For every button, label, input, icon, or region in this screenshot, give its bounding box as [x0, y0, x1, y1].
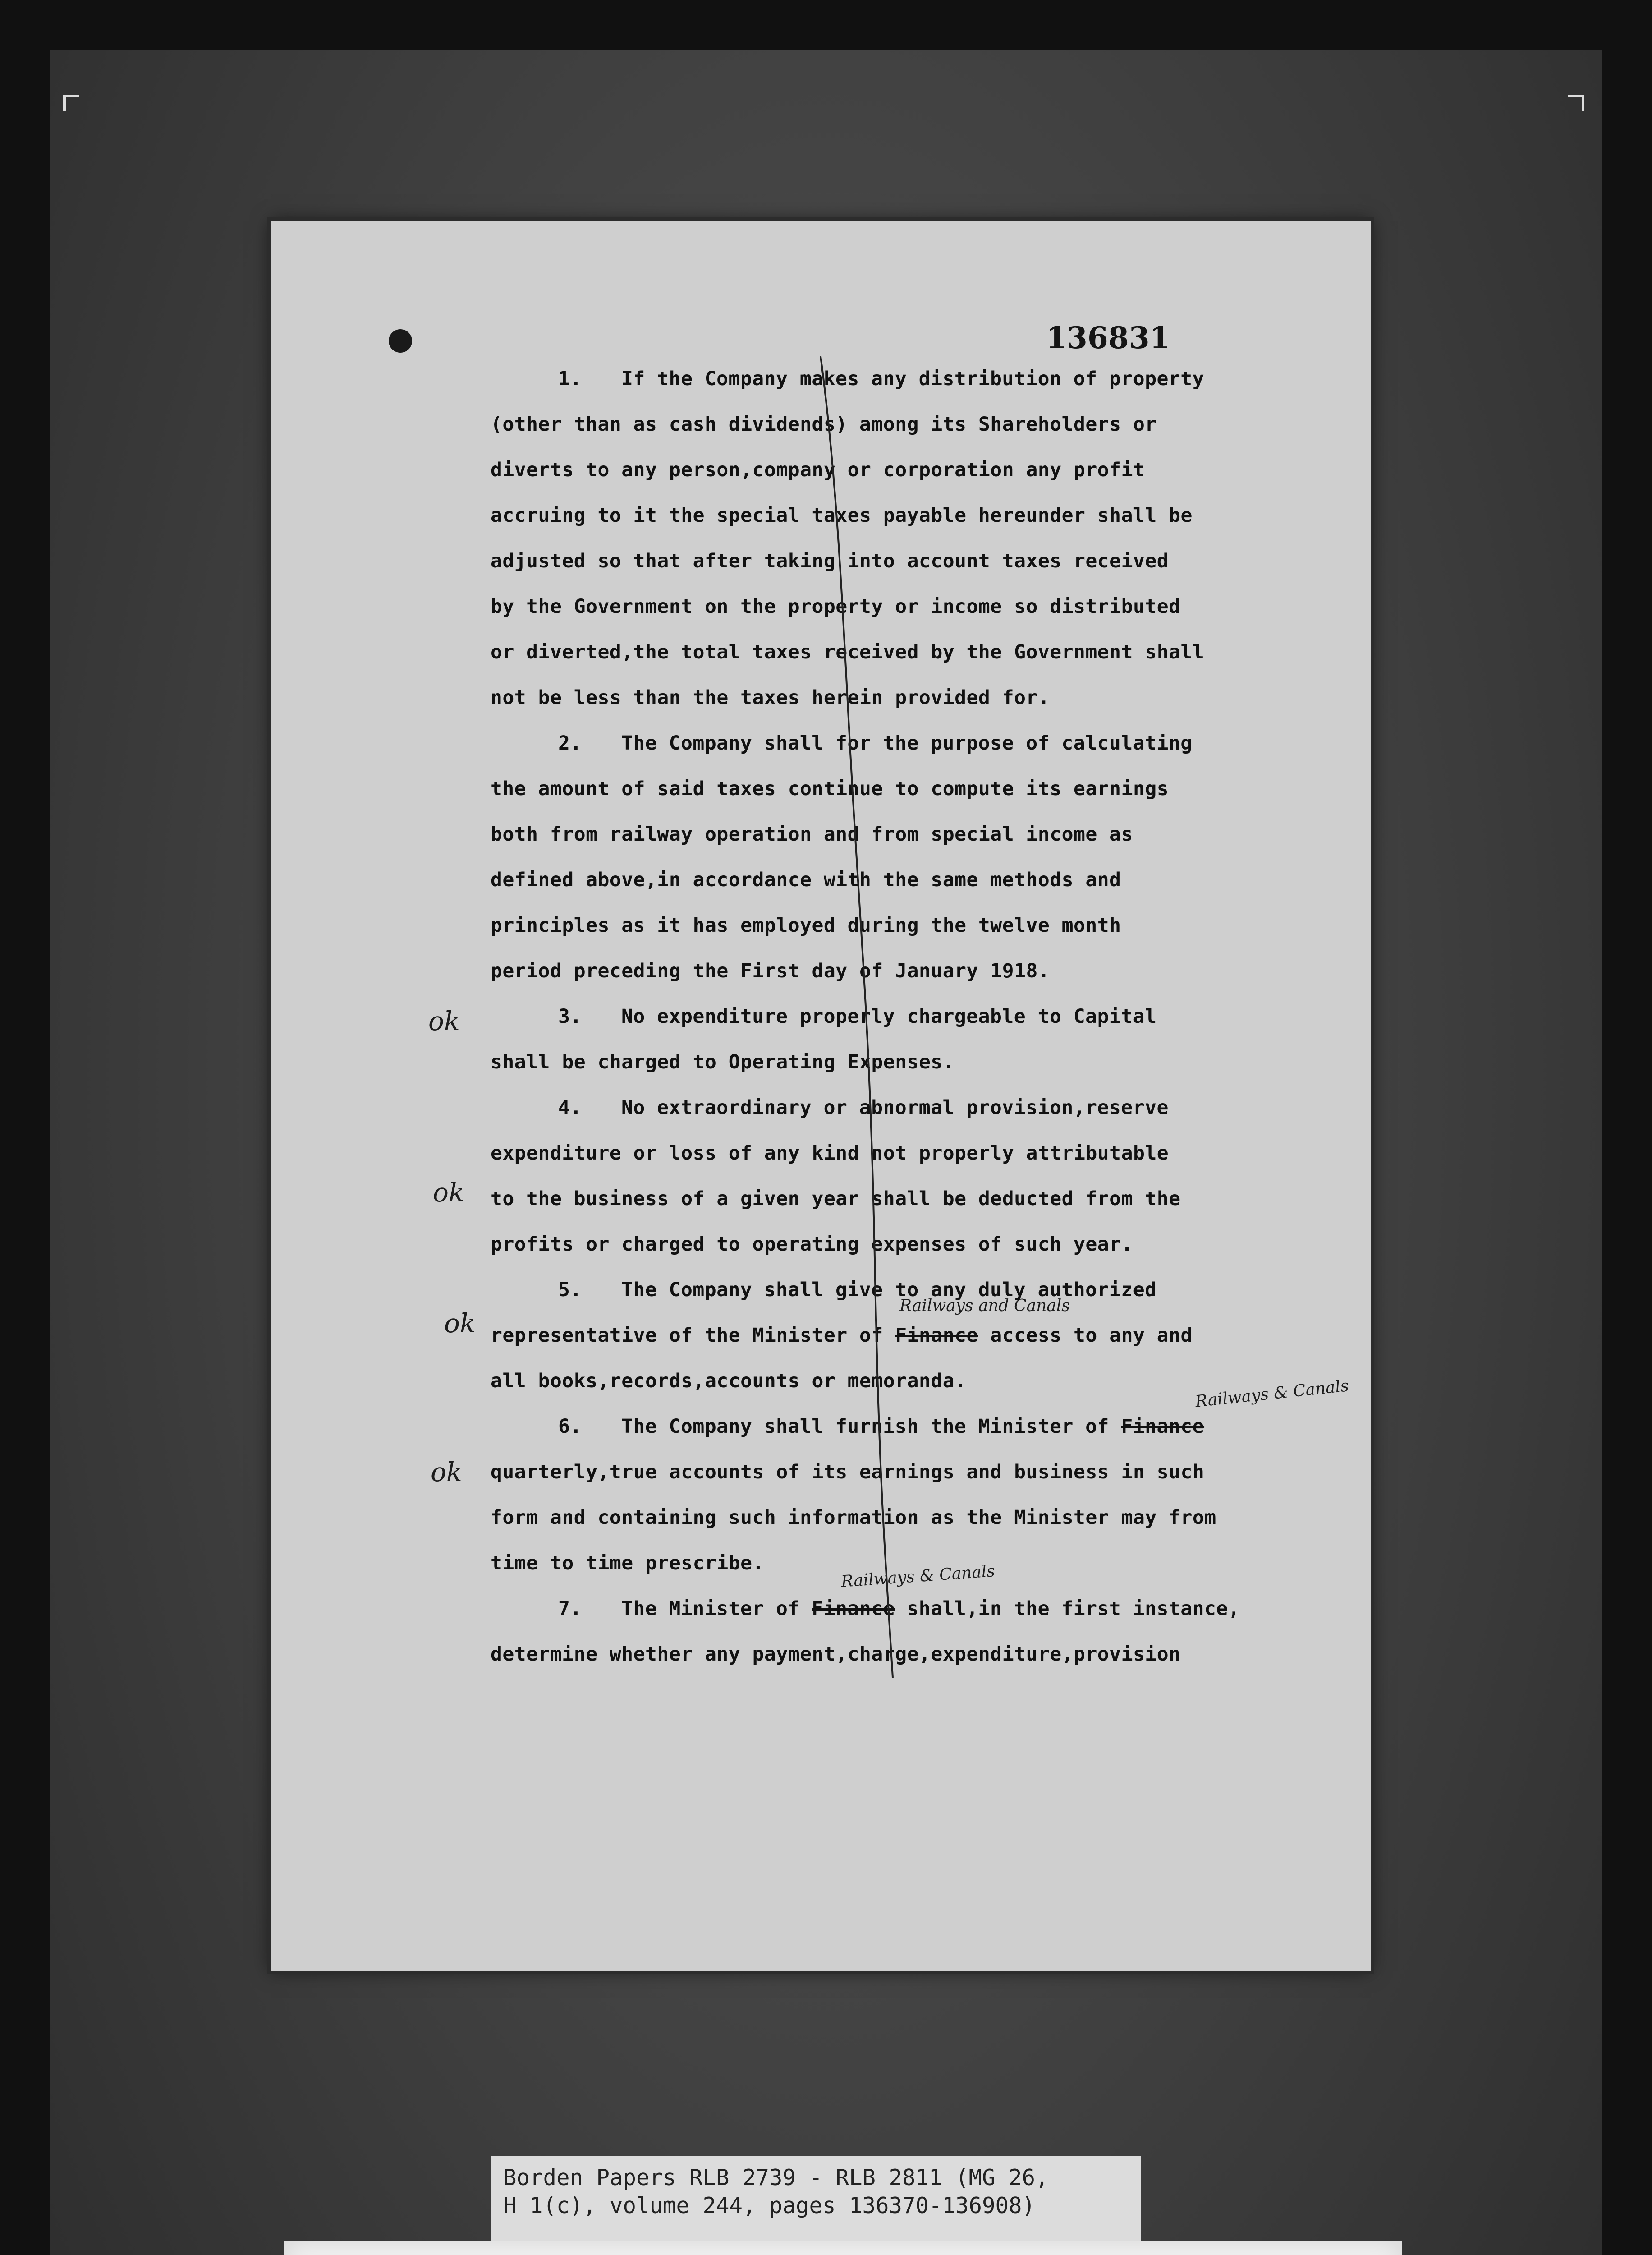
frame-corner-mark	[1568, 95, 1584, 111]
text-line: not be less than the taxes herein provided for.	[491, 686, 1050, 709]
text-line: period preceding the First day of January 1918.	[491, 960, 1050, 982]
handwritten-ok: ok	[431, 1457, 463, 1487]
text-line: determine whether any payment,charge,expenditure,provision	[491, 1643, 1181, 1666]
text-line: profits or charged to operating expenses of such year.	[491, 1233, 1133, 1256]
struck-word: Finance	[812, 1597, 895, 1620]
text-line: diverts to any person,company or corporation any profit	[491, 459, 1145, 481]
handwritten-insertion: Railways & Canals	[840, 1562, 996, 1591]
document-page	[271, 221, 1371, 1971]
text-line: both from railway operation and from special income as	[491, 823, 1133, 846]
text-line: defined above,in accordance with the same methods and	[491, 869, 1121, 891]
text-line: all books,records,accounts or memoranda.	[491, 1370, 967, 1392]
catalog-label-line: Borden Papers RLB 2739 - RLB 2811 (MG 26,	[503, 2165, 1049, 2191]
text-line: or diverted,the total taxes received by the Government shall	[491, 641, 1205, 663]
handwritten-ok: ok	[444, 1308, 476, 1339]
text-line: representative of the Minister of Finance access to any and	[491, 1324, 1193, 1347]
handwritten-insertion: Railways and Canals	[899, 1297, 1070, 1315]
struck-word: Finance	[895, 1324, 978, 1347]
pen-line	[271, 221, 1371, 1971]
text-line: expenditure or loss of any kind not properly attributable	[491, 1142, 1169, 1164]
text-line: accruing to it the special taxes payable hereunder shall be	[491, 504, 1193, 527]
text-line: 1. If the Company makes any distribution of property	[558, 368, 1205, 390]
catalog-label-line: H 1(c), volume 244, pages 136370-136908)	[503, 2193, 1036, 2218]
handwritten-insertion: Railways & Canals	[1194, 1376, 1350, 1411]
handwritten-ok: ok	[433, 1177, 465, 1208]
text-line: 5. The Company shall give to any duly authorized	[558, 1279, 1157, 1301]
text-line: adjusted so that after taking into account taxes received	[491, 550, 1169, 572]
frame-corner-mark	[63, 95, 79, 111]
text-line: principles as it has employed during the twelve month	[491, 914, 1121, 937]
handwritten-ok: ok	[428, 1006, 460, 1036]
text-line: 4. No extraordinary or abnormal provision,reserve	[558, 1096, 1169, 1119]
text-line: 6. The Company shall furnish the Minister of Finance	[558, 1415, 1205, 1438]
text-line: the amount of said taxes continue to compute its earnings	[491, 778, 1169, 800]
text-line: 2. The Company shall for the purpose of calculating	[558, 732, 1193, 755]
text-line: to the business of a given year shall be deducted from the	[491, 1187, 1181, 1210]
text-line: (other than as cash dividends) among its Shareholders or	[491, 413, 1157, 436]
text-line: by the Government on the property or income so distributed	[491, 595, 1181, 618]
text-line: 3. No expenditure properly chargeable to Capital	[558, 1005, 1157, 1028]
text-line: form and containing such information as the Minister may from	[491, 1506, 1216, 1529]
text-line: shall be charged to Operating Expenses.	[491, 1051, 955, 1073]
text-line: quarterly,true accounts of its earnings and business in such	[491, 1461, 1205, 1483]
catalog-label	[491, 2156, 1141, 2255]
text-line: 7. The Minister of Finance shall,in the first instance,	[558, 1597, 1240, 1620]
page-number: 136831	[1046, 320, 1170, 355]
archive-stamp	[284, 2241, 1402, 2255]
struck-word: Finance	[1121, 1415, 1205, 1438]
text-line: time to time prescribe.	[491, 1552, 764, 1574]
